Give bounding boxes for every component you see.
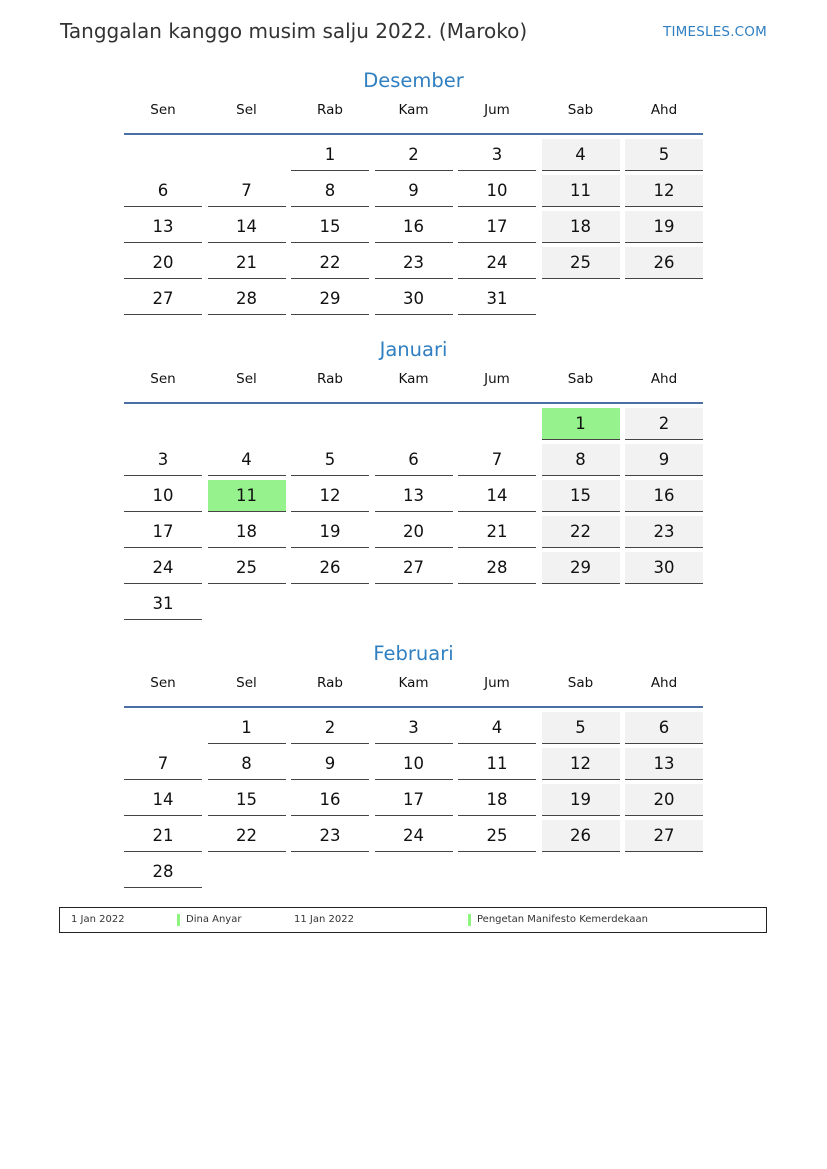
day-cell: 22 (291, 247, 369, 279)
day-cell: 17 (458, 211, 536, 243)
day-grid (124, 139, 703, 315)
weekend-day-cell: 19 (625, 211, 703, 243)
weekday-label: Ahd (650, 371, 678, 387)
day-cell: 4 (208, 444, 286, 476)
weekend-day-cell: 26 (542, 820, 620, 852)
weekend-day-cell: 6 (625, 712, 703, 744)
day-cell: 10 (458, 175, 536, 207)
day-cell: 1 (208, 712, 286, 744)
day-cell: 13 (124, 211, 202, 243)
holiday-day-cell: 1 (542, 408, 620, 440)
day-cell: 18 (458, 784, 536, 816)
holiday-legend (59, 907, 767, 933)
weekend-day-cell: 12 (542, 748, 620, 780)
weekday-label: Jum (484, 675, 510, 691)
legend-holiday-name: Pengetan Manifesto Kemerdekaan (477, 914, 648, 925)
weekend-day-cell: 9 (625, 444, 703, 476)
legend-date: 1 Jan 2022 (71, 914, 125, 925)
brand-link[interactable]: TIMESLES.COM (663, 24, 767, 40)
day-cell: 7 (458, 444, 536, 476)
day-cell: 24 (458, 247, 536, 279)
weekday-label: Sel (236, 675, 257, 691)
day-cell: 7 (208, 175, 286, 207)
empty-cell (124, 408, 202, 440)
day-cell: 19 (291, 516, 369, 548)
day-cell: 12 (291, 480, 369, 512)
day-cell: 14 (458, 480, 536, 512)
weekday-label: Ahd (650, 102, 678, 118)
month-februari (124, 641, 703, 888)
day-cell: 27 (124, 283, 202, 315)
day-cell: 13 (375, 480, 453, 512)
weekday-label: Kam (398, 675, 429, 691)
day-cell: 8 (208, 748, 286, 780)
weekend-day-cell: 25 (542, 247, 620, 279)
day-cell: 29 (291, 283, 369, 315)
weekday-label: Sel (236, 371, 257, 387)
empty-cell (291, 408, 369, 440)
day-cell: 9 (375, 175, 453, 207)
day-cell: 8 (291, 175, 369, 207)
weekday-label: Sel (236, 102, 257, 118)
weekend-day-cell: 26 (625, 247, 703, 279)
day-cell: 6 (124, 175, 202, 207)
day-cell: 17 (124, 516, 202, 548)
weekend-day-cell: 13 (625, 748, 703, 780)
empty-cell (458, 408, 536, 440)
weekend-day-cell: 16 (625, 480, 703, 512)
empty-cell (208, 139, 286, 171)
day-cell: 28 (458, 552, 536, 584)
day-cell: 21 (458, 516, 536, 548)
day-cell: 31 (124, 588, 202, 620)
weekday-label: Kam (398, 102, 429, 118)
day-cell: 16 (375, 211, 453, 243)
holiday-color-marker (177, 914, 180, 926)
page-title: Tanggalan kanggo musim salju 2022. (Maroko) (60, 19, 528, 43)
holiday-day-cell: 11 (208, 480, 286, 512)
day-cell: 3 (375, 712, 453, 744)
empty-cell (124, 712, 202, 744)
weekend-day-cell: 8 (542, 444, 620, 476)
weekday-label: Sen (150, 102, 176, 118)
weekday-label: Rab (317, 102, 343, 118)
weekday-header (124, 368, 703, 404)
day-cell: 14 (124, 784, 202, 816)
day-cell: 11 (458, 748, 536, 780)
day-cell: 24 (124, 552, 202, 584)
day-cell: 15 (208, 784, 286, 816)
legend-date: 11 Jan 2022 (294, 914, 354, 925)
weekday-header (124, 672, 703, 708)
weekend-day-cell: 29 (542, 552, 620, 584)
weekend-day-cell: 5 (625, 139, 703, 171)
day-grid (124, 712, 703, 888)
weekend-day-cell: 20 (625, 784, 703, 816)
empty-cell (208, 408, 286, 440)
day-cell: 28 (124, 856, 202, 888)
day-cell: 18 (208, 516, 286, 548)
weekend-day-cell: 19 (542, 784, 620, 816)
weekday-label: Sen (150, 675, 176, 691)
weekend-day-cell: 18 (542, 211, 620, 243)
day-cell: 25 (458, 820, 536, 852)
month-januari (124, 337, 703, 620)
day-cell: 20 (124, 247, 202, 279)
weekday-label: Jum (484, 371, 510, 387)
day-cell: 3 (458, 139, 536, 171)
day-cell: 27 (375, 552, 453, 584)
day-cell: 2 (375, 139, 453, 171)
weekday-label: Jum (484, 102, 510, 118)
month-title: Januari (379, 338, 448, 361)
day-cell: 23 (291, 820, 369, 852)
weekend-day-cell: 23 (625, 516, 703, 548)
day-cell: 31 (458, 283, 536, 315)
day-cell: 21 (208, 247, 286, 279)
month-title: Desember (363, 69, 464, 92)
weekend-day-cell: 15 (542, 480, 620, 512)
weekend-day-cell: 30 (625, 552, 703, 584)
day-cell: 16 (291, 784, 369, 816)
month-desember (124, 68, 703, 315)
weekday-label: Sab (567, 102, 594, 118)
weekend-day-cell: 5 (542, 712, 620, 744)
weekday-label: Sen (150, 371, 176, 387)
weekday-header (124, 99, 703, 135)
day-cell: 3 (124, 444, 202, 476)
weekend-day-cell: 12 (625, 175, 703, 207)
weekend-day-cell: 2 (625, 408, 703, 440)
day-cell: 26 (291, 552, 369, 584)
day-cell: 20 (375, 516, 453, 548)
weekday-label: Rab (317, 675, 343, 691)
day-cell: 6 (375, 444, 453, 476)
weekday-label: Rab (317, 371, 343, 387)
day-cell: 10 (124, 480, 202, 512)
day-cell: 25 (208, 552, 286, 584)
day-cell: 4 (458, 712, 536, 744)
day-cell: 30 (375, 283, 453, 315)
weekday-label: Ahd (650, 675, 678, 691)
weekday-label: Sab (567, 675, 594, 691)
weekday-label: Sab (567, 371, 594, 387)
legend-holiday-name: Dina Anyar (186, 914, 242, 925)
empty-cell (124, 139, 202, 171)
weekend-day-cell: 27 (625, 820, 703, 852)
day-cell: 24 (375, 820, 453, 852)
weekday-label: Kam (398, 371, 429, 387)
day-cell: 22 (208, 820, 286, 852)
day-cell: 10 (375, 748, 453, 780)
holiday-color-marker (468, 914, 471, 926)
day-cell: 21 (124, 820, 202, 852)
day-cell: 17 (375, 784, 453, 816)
day-cell: 5 (291, 444, 369, 476)
empty-cell (375, 408, 453, 440)
day-grid (124, 408, 703, 620)
day-cell: 9 (291, 748, 369, 780)
weekend-day-cell: 22 (542, 516, 620, 548)
month-title: Februari (373, 642, 454, 665)
day-cell: 7 (124, 748, 202, 780)
day-cell: 28 (208, 283, 286, 315)
day-cell: 1 (291, 139, 369, 171)
day-cell: 14 (208, 211, 286, 243)
weekend-day-cell: 11 (542, 175, 620, 207)
day-cell: 2 (291, 712, 369, 744)
day-cell: 15 (291, 211, 369, 243)
day-cell: 23 (375, 247, 453, 279)
weekend-day-cell: 4 (542, 139, 620, 171)
